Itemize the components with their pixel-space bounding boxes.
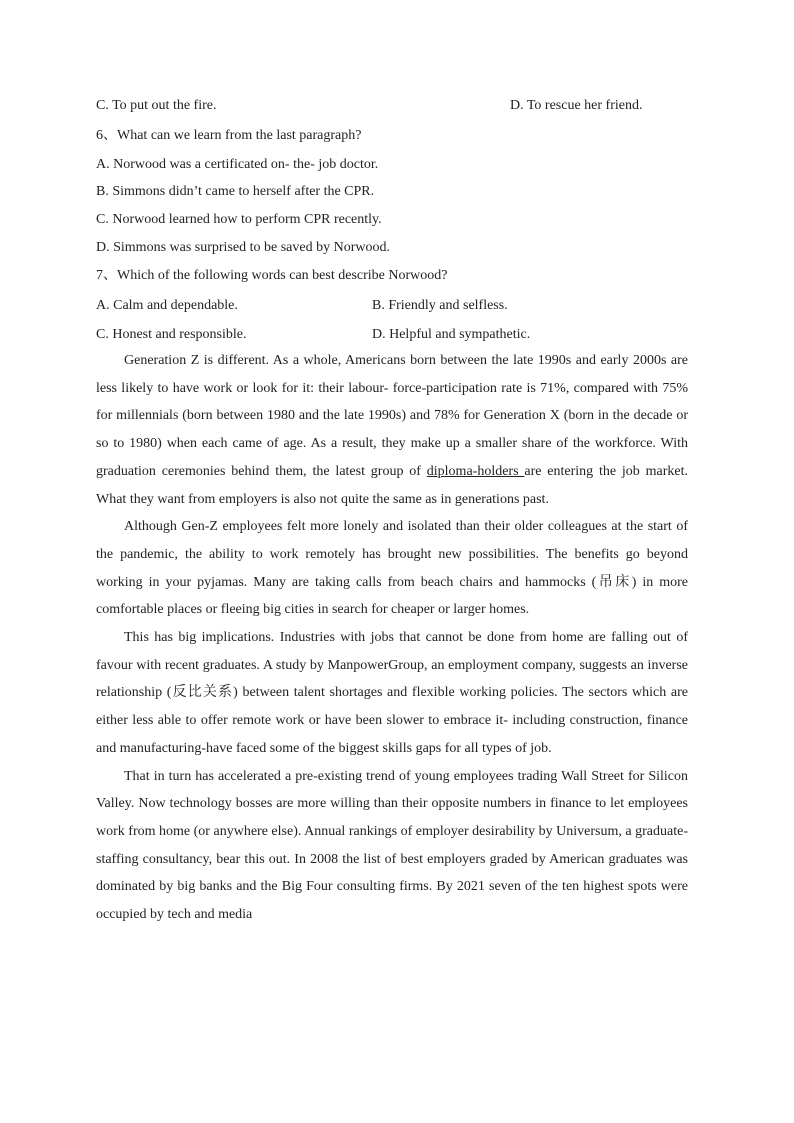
option-5c: C. To put out the fire. (96, 98, 217, 113)
option-7c: C. Honest and responsible. (96, 327, 247, 342)
option-7b: B. Friendly and selfless. (372, 298, 508, 313)
option-6b: B. Simmons didn’t came to herself after the CPR. (96, 184, 375, 199)
paragraph-3: This has big implications. Industries with jobs that cannot be done from home are falling out of favour with recent graduates. A study by ManpowerGroup, an employment company, suggests an inverse relationship (反比关系) between talent shortages and flexible working policies. The sectors which are either less able to offer remote work or have been slower to embrace it- including construction, finance and manufacturing-have faced some of the biggest skills gaps for all types of job. (96, 630, 688, 756)
option-6d: D. Simmons was surprised to be saved by Norwood. (96, 240, 390, 255)
option-6c: C. Norwood learned how to perform CPR recently. (96, 212, 382, 227)
passage (96, 347, 688, 929)
option-5d: D. To rescue her friend. (510, 98, 643, 113)
question-7: 7、Which of the following words can best describe Norwood? (96, 268, 448, 283)
underlined-term: diploma-holders (426, 463, 525, 479)
paragraph-1: Generation Z is different. As a whole, Americans born between the late 1990s and early 2000s are less likely to have work or look for it: their labour- force-participation rate is 71%, compared with 75% for millennials (born between 1980 and the late 1990s) and 78% for Generation X (born in the decade or so to 1980) when each came of age. As a result, they make up a smaller share of the workforce. With graduation ceremonies behind them, the latest group of diploma-holders are entering the job market. What they want from employers is also not quite the same as in generations past. (96, 353, 688, 507)
paragraph-4: That in turn has accelerated a pre-existing trend of young employees trading Wall Street for Silicon Valley. Now technology bosses are more willing than their opposite numbers in finance to let employees work from home (or anywhere else). Annual rankings of employer desirability by Universum, a graduate-staffing consultancy, bear this out. In 2008 the list of best employers graded by American graduates was dominated by big banks and the Big Four consulting firms. By 2021 seven of the ten highest spots were occupied by tech and media (96, 768, 688, 923)
option-7d: D. Helpful and sympathetic. (372, 327, 531, 342)
paragraph-2: Although Gen-Z employees felt more lonely and isolated than their older colleagues at the start of the pandemic, the ability to work remotely has brought new possibilities. The benefits go beyond working in your pyjamas. Many are taking calls from beach chairs and hammocks (吊床) in more comfortable places or fleeing big cities in search for cheaper or larger homes. (96, 519, 688, 618)
option-7a: A. Calm and dependable. (96, 298, 238, 313)
question-6: 6、What can we learn from the last paragraph? (96, 128, 362, 143)
option-6a: A. Norwood was a certificated on- the- job doctor. (96, 157, 379, 172)
